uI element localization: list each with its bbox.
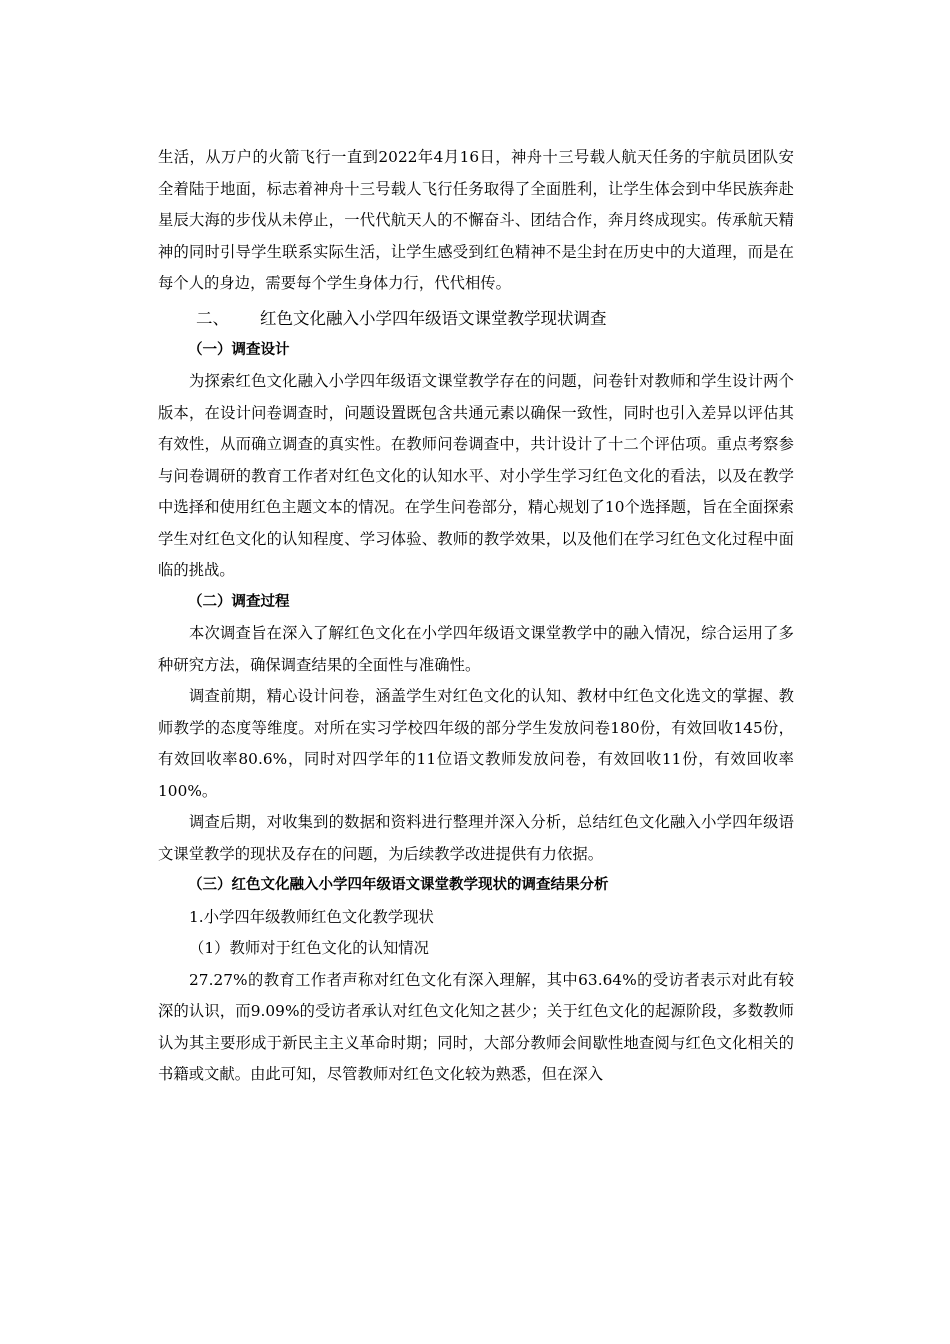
list-heading: 1.小学四年级教师红色文化教学现状	[189, 907, 434, 926]
body-paragraph: 调查后期，对收集到的数据和资料进行整理并深入分析，总结红色文化融入小学四年级语文课堂教学的现状及存在的问题，为后续教学改进提供有力依据。	[158, 813, 794, 863]
section-number: 二、	[196, 308, 229, 328]
section-title: 红色文化融入小学四年级语文课堂教学现状调查	[260, 308, 607, 328]
body-paragraph: 调查前期，精心设计问卷，涵盖学生对红色文化的认知、教材中红色文化选文的掌握、教师教学的态度等维度。对所在实习学校四年级的部分学生发放问卷180份，有效回收145份，有效回收率80.6%，同时对四学年的11位语文教师发放问卷，有效回收11份，有效回收率100%。	[158, 687, 794, 800]
subsection-heading: （三）红色文化融入小学四年级语文课堂教学现状的调查结果分析	[188, 877, 609, 893]
subsection-heading: （一）调查设计	[188, 341, 290, 358]
body-paragraph: 27.27%的教育工作者声称对红色文化有深入理解，其中63.64%的受访者表示对此有较深的认识，而9.09%的受访者承认对红色文化知之甚少；关于红色文化的起源阶段，多数教师认为其主要形成于新民主主义革命时期；同时，大部分教师会间歇性地查阅与红色文化相关的书籍或文献。由此可知，尽管教师对红色文化较为熟悉，但在深入	[158, 970, 794, 1083]
subsection-heading: （二）调查过程	[188, 593, 290, 610]
list-subheading: （1）教师对于红色文化的认知情况	[189, 939, 429, 957]
body-paragraph: 为探索红色文化融入小学四年级语文课堂教学存在的问题，问卷针对教师和学生设计两个版本，在设计问卷调查时，问题设置既包含共通元素以确保一致性，同时也引入差异以评估其有效性，从而确立调查的真实性。在教师问卷调查中，共计设计了十二个评估项。重点考察参与问卷调研的教育工作者对红色文化的认知水平、对小学生学习红色文化的看法，以及在教学中选择和使用红色主题文本的情况。在学生问卷部分，精心规划了10个选择题，旨在全面探索学生对红色文化的认知程度、学习体验、教师的教学效果，以及他们在学习红色文化过程中面临的挑战。	[158, 372, 794, 579]
body-paragraph: 生活，从万户的火箭飞行一直到2022年4月16日，神舟十三号载人航天任务的宇航员团队安全着陆于地面，标志着神舟十三号载人飞行任务取得了全面胜利，让学生体会到中华民族奔赴星辰大海的步伐从未停止，一代代航天人的不懈奋斗、团结合作，奔月终成现实。传承航天精神的同时引导学生联系实际生活，让学生感受到红色精神不是尘封在历史中的大道理，而是在每个人的身边，需要每个学生身体力行，代代相传。	[158, 148, 794, 292]
section-heading	[158, 302, 794, 335]
body-paragraph: 本次调查旨在深入了解红色文化在小学四年级语文课堂教学中的融入情况，综合运用了多种研究方法，确保调查结果的全面性与准确性。	[158, 624, 794, 674]
document-body	[158, 142, 794, 1091]
